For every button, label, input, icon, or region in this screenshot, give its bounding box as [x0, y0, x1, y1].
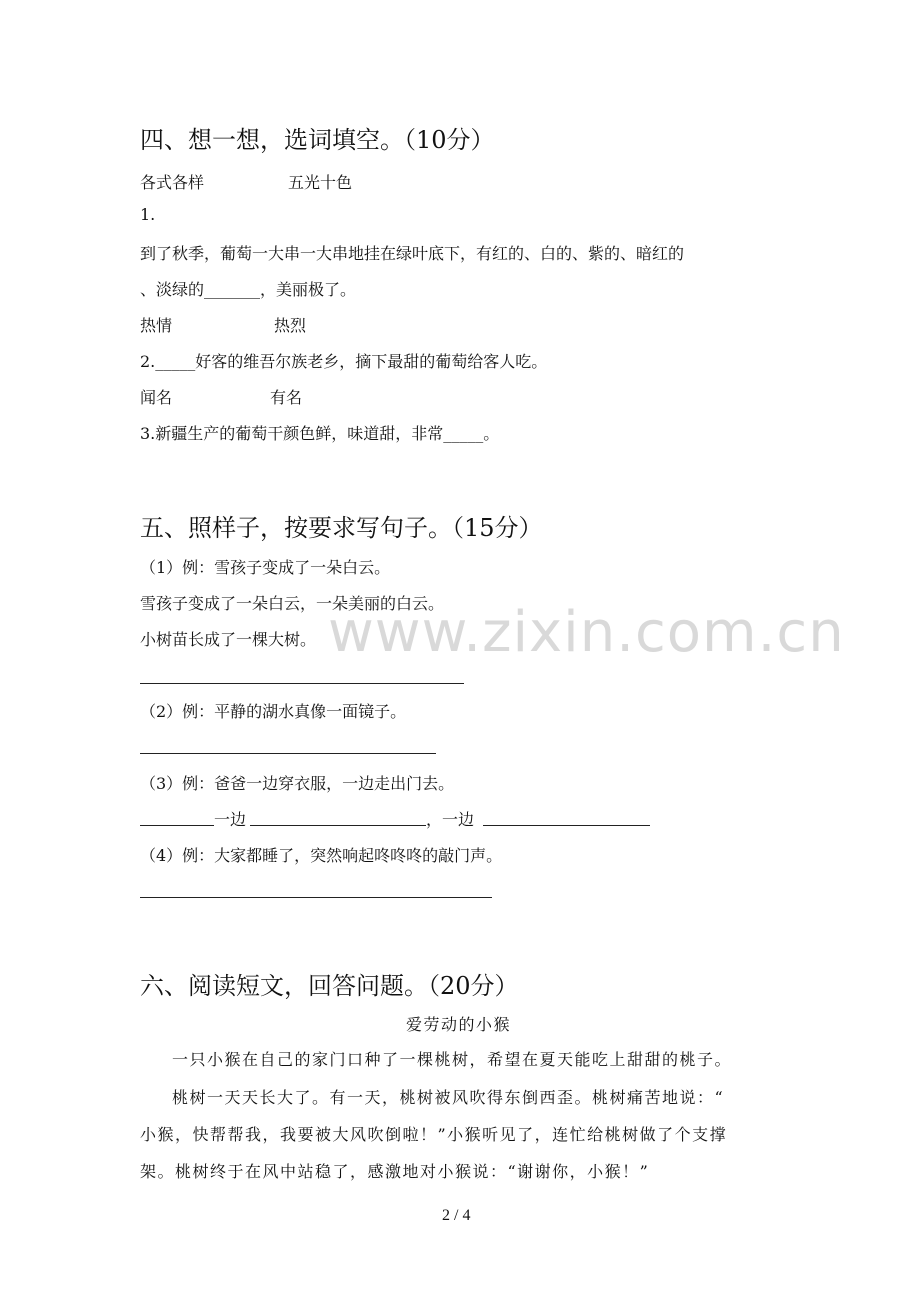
section4-heading: 四、想一想，选词填空。（10分） — [140, 126, 495, 154]
section6-heading: 六、阅读短文，回答问题。（20分） — [140, 972, 519, 1000]
example-label: （1）例：雪孩子变成了一朵白云。 — [140, 558, 391, 577]
question-text: 3.新疆生产的葡萄干颜色鲜，味道甜，非常_____。 — [140, 424, 500, 443]
example-label: （3）例：爸爸一边穿衣服，一边走出门去。 — [140, 774, 455, 793]
story-paragraph: 一只小猴在自己的家门口种了一棵桃树，希望在夏天能吃上甜甜的桃子。 — [172, 1050, 733, 1069]
example-label: （2）例：平静的湖水真像一面镜子。 — [140, 702, 407, 721]
option-word: 闻名 — [140, 388, 173, 407]
option-word: 热情 — [140, 316, 173, 335]
story-paragraph: 小猴，快帮帮我，我要被大风吹倒啦！”小猴听见了，连忙给桃树做了个支撑 — [140, 1125, 728, 1144]
watermark: www.zixin.com.cn — [328, 600, 845, 665]
answer-line[interactable] — [140, 753, 436, 754]
answer-line[interactable] — [140, 897, 492, 898]
option-word: 热烈 — [274, 316, 307, 335]
blank-word: ，一边 — [426, 810, 475, 829]
section5-heading: 五、照样子，按要求写句子。（15分） — [140, 514, 543, 542]
option-word: 五光十色 — [288, 173, 353, 192]
question-text: 、淡绿的_______，美丽极了。 — [140, 280, 357, 299]
story-title: 爱劳动的小猴 — [406, 1015, 512, 1034]
question-text: 到了秋季，葡萄一大串一大串地挂在绿叶底下，有红的、白的、紫的、暗红的 — [140, 244, 685, 263]
page-number: 2 / 4 — [442, 1207, 471, 1224]
question-text: 2._____好客的维吾尔族老乡，摘下最甜的葡萄给客人吃。 — [140, 352, 548, 371]
option-word: 各式各样 — [140, 173, 205, 192]
option-word: 有名 — [270, 388, 303, 407]
example-sample: 雪孩子变成了一朵白云，一朵美丽的白云。 — [140, 594, 445, 613]
answer-line[interactable] — [483, 825, 650, 826]
answer-line[interactable] — [140, 683, 464, 684]
story-paragraph: 桃树一天天长大了。有一天，桃树被风吹得东倒西歪。桃树痛苦地说：“ — [172, 1088, 725, 1107]
example-label: （4）例：大家都睡了，突然响起咚咚咚的敲门声。 — [140, 846, 503, 865]
example-prompt: 小树苗长成了一棵大树。 — [140, 630, 317, 649]
blank-word: 一边 — [214, 810, 247, 829]
answer-line[interactable] — [140, 825, 214, 826]
story-paragraph: 架。桃树终于在风中站稳了，感激地对小猴说：“谢谢你，小猴！” — [140, 1162, 650, 1181]
answer-line[interactable] — [250, 825, 426, 826]
question-number: 1. — [140, 205, 156, 224]
